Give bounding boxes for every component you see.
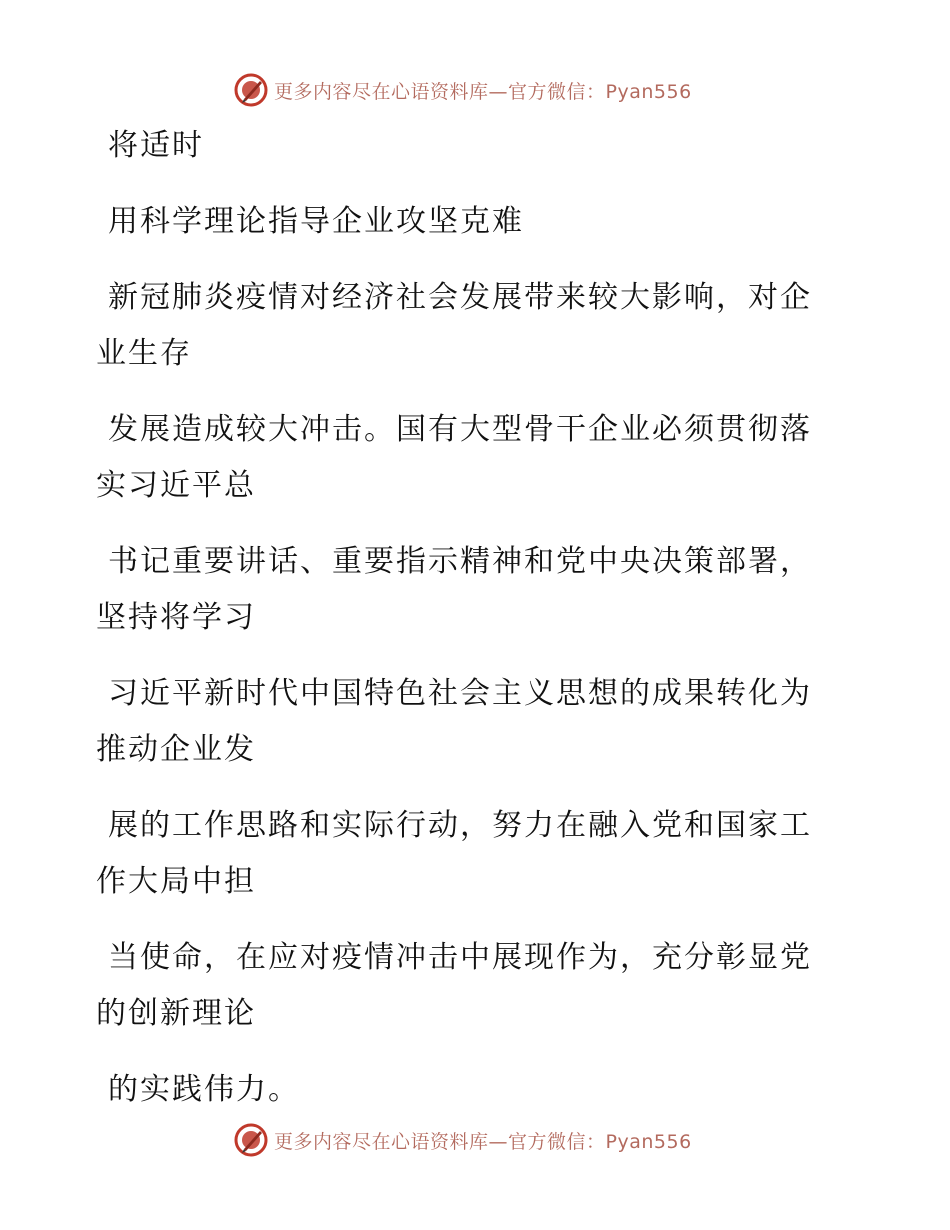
pen-seal-icon	[234, 1123, 268, 1157]
paragraph-9: 的实践伟力。	[108, 1072, 300, 1107]
paragraph-7: 展的工作思路和实际行动，努力在融入党和国家工作大局中担	[96, 808, 812, 899]
paragraph-6: 习近平新时代中国特色社会主义思想的成果转化为推动企业发	[96, 676, 812, 767]
paragraph-8: 当使命，在应对疫情冲击中展现作为，充分彰显党的创新理论	[96, 940, 812, 1031]
pen-seal-icon	[234, 73, 268, 107]
header-banner-text: 更多内容尽在心语资料库—官方微信：Pyan556	[274, 80, 692, 103]
paragraph-4: 发展造成较大冲击。国有大型骨干企业必须贯彻落实习近平总	[96, 412, 812, 503]
paragraph-1: 将适时	[108, 128, 204, 163]
paragraph-2: 用科学理论指导企业攻坚克难	[108, 204, 524, 239]
document-body	[96, 118, 836, 1138]
header-banner	[234, 72, 692, 108]
footer-banner	[234, 1122, 692, 1158]
paragraph-5: 书记重要讲话、重要指示精神和党中央决策部署，坚持将学习	[96, 544, 812, 635]
footer-banner-text: 更多内容尽在心语资料库—官方微信：Pyan556	[274, 1130, 692, 1153]
paragraph-3: 新冠肺炎疫情对经济社会发展带来较大影响，对企业生存	[96, 280, 812, 371]
